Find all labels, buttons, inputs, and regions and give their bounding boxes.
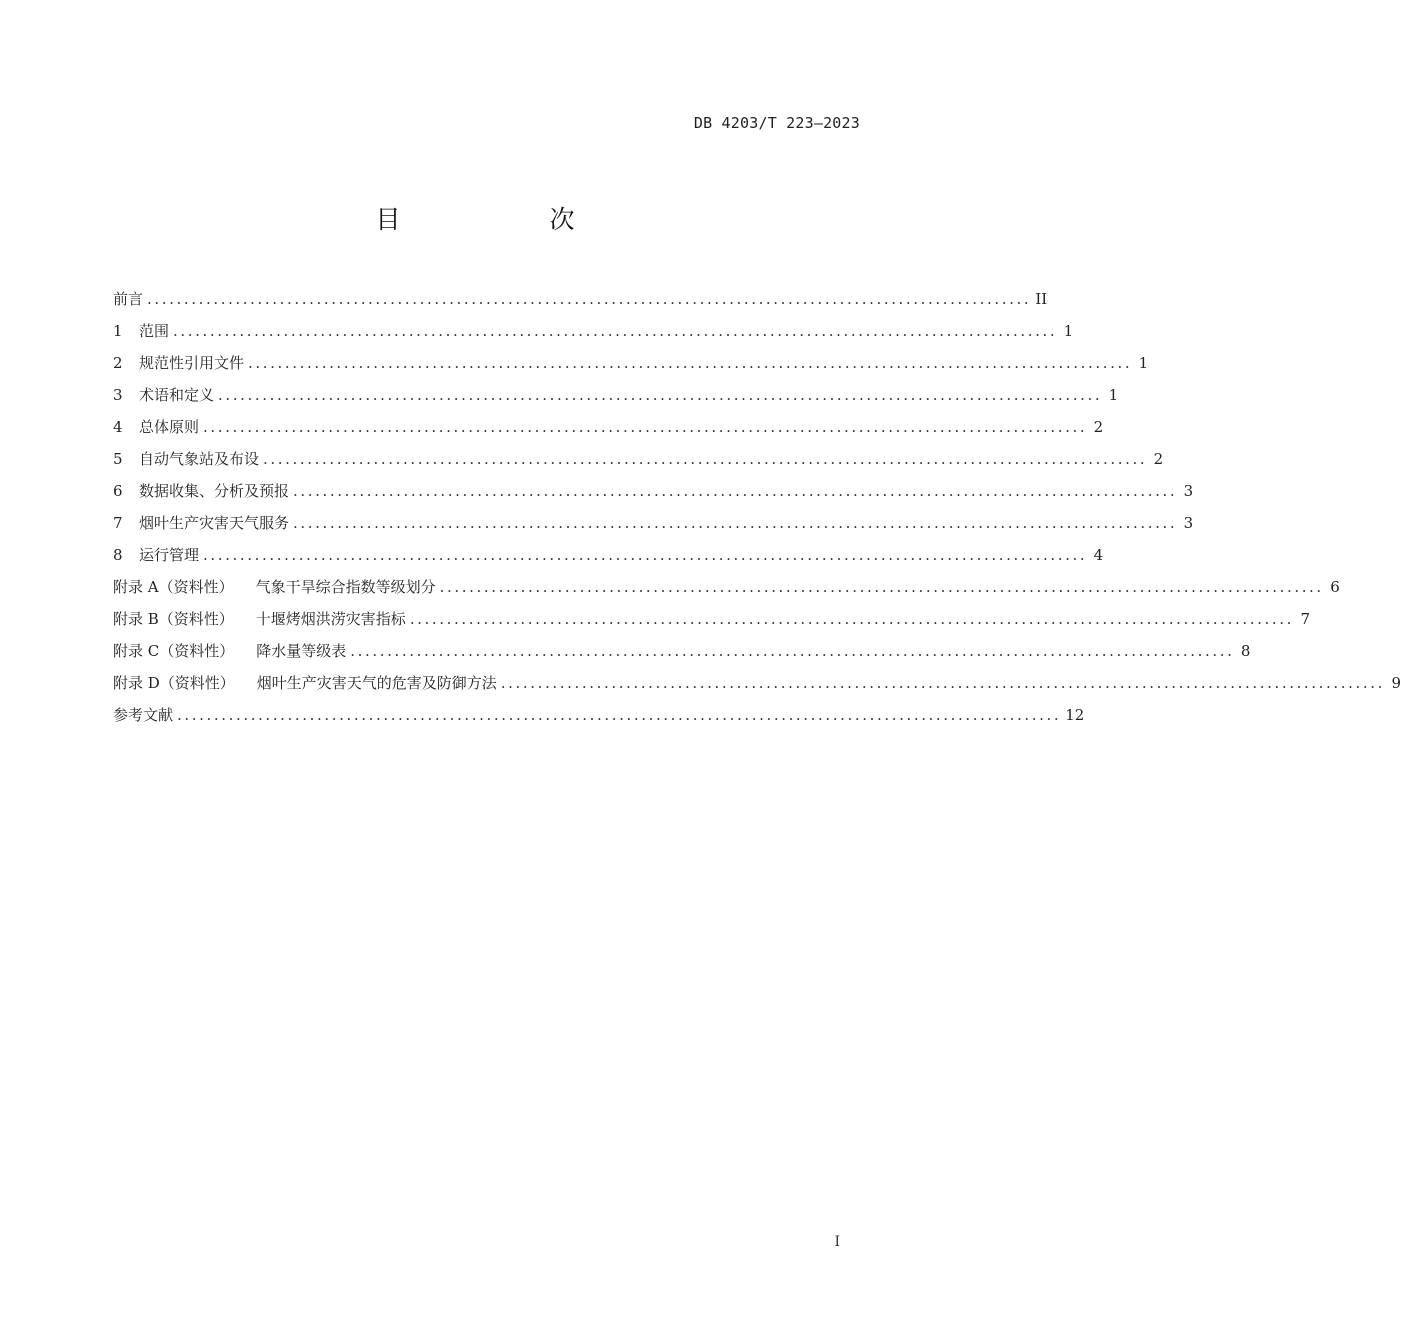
toc-leader-dots: ........................................................................................................................ <box>439 578 1324 596</box>
toc-entry-label: 气象干旱综合指数等级划分 <box>255 578 436 596</box>
toc-entry-page: 3 <box>1183 514 1194 532</box>
toc-leader-dots: ........................................................................................................................ <box>177 706 1062 724</box>
toc-entry-weather-stations[interactable] <box>113 443 1164 475</box>
toc-entry-page: 1 <box>1108 386 1119 404</box>
toc-appendix-prefix: 附录 D（资料性） <box>113 674 235 692</box>
toc-leader-dots: ........................................................................................................................ <box>173 322 1058 340</box>
toc-entry-normative-references[interactable] <box>113 347 1149 379</box>
toc-leader-dots: ........................................................................................................................ <box>203 418 1088 436</box>
toc-entry-page: 2 <box>1153 450 1164 468</box>
toc-entry-data-collection[interactable] <box>113 475 1194 507</box>
toc-entry-label: 范围 <box>139 322 170 340</box>
toc-leader-dots: ........................................................................................................................ <box>147 290 1032 308</box>
toc-leader-dots: ........................................................................................................................ <box>203 546 1088 564</box>
toc-entry-page: 7 <box>1300 610 1310 628</box>
toc-entry-scope[interactable] <box>113 315 1074 347</box>
toc-leader-dots: ........................................................................................................................ <box>218 386 1103 404</box>
toc-entry-appendix-a[interactable] <box>113 571 1340 603</box>
page-number: I <box>834 1234 840 1250</box>
toc-entry-number: 1 <box>113 322 123 340</box>
toc-leader-dots: ........................................................................................................................ <box>248 354 1133 372</box>
toc-entry-label: 烟叶生产灾害天气的危害及防御方法 <box>256 674 497 692</box>
toc-entry-label: 降水量等级表 <box>256 642 347 660</box>
toc-appendix-prefix: 附录 B（资料性） <box>113 610 234 628</box>
toc-leader-dots: ........................................................................................................................ <box>293 482 1178 500</box>
toc-entry-page: 3 <box>1183 482 1194 500</box>
document-code: DB 4203/T 223—2023 <box>693 114 860 132</box>
toc-entry-number: 5 <box>113 450 123 468</box>
toc-entry-page: 9 <box>1391 674 1401 692</box>
toc-entry-label: 术语和定义 <box>139 386 215 404</box>
toc-entry-disaster-service[interactable] <box>113 507 1194 539</box>
toc-entry-number: 8 <box>113 546 123 564</box>
toc-entry-foreword[interactable] <box>113 283 1048 315</box>
toc-entry-label: 规范性引用文件 <box>139 354 245 372</box>
toc-entry-appendix-c[interactable] <box>113 635 1251 667</box>
toc-entry-number: 2 <box>113 354 123 372</box>
page-title: 目 次 <box>375 205 637 234</box>
toc-entry-number: 6 <box>113 482 123 500</box>
toc-entry-appendix-d[interactable] <box>113 667 1401 699</box>
toc-entry-page: 12 <box>1065 706 1085 724</box>
toc-entry-label: 参考文献 <box>113 706 174 724</box>
toc-entry-label: 前言 <box>113 290 144 308</box>
toc-entry-number: 7 <box>113 514 123 532</box>
toc-entry-operation-management[interactable] <box>113 539 1104 571</box>
toc-entry-page: 4 <box>1093 546 1104 564</box>
toc-leader-dots: ........................................................................................................................ <box>263 450 1148 468</box>
toc-entry-label: 烟叶生产灾害天气服务 <box>139 514 290 532</box>
toc-leader-dots: ........................................................................................................................ <box>500 674 1385 692</box>
table-of-contents <box>113 283 1401 731</box>
toc-entry-number: 4 <box>113 418 123 436</box>
toc-entry-label: 自动气象站及布设 <box>139 450 260 468</box>
toc-entry-label: 数据收集、分析及预报 <box>139 482 290 500</box>
toc-entry-label: 十堰烤烟洪涝灾害指标 <box>255 610 406 628</box>
toc-entry-terms[interactable] <box>113 379 1119 411</box>
toc-leader-dots: ........................................................................................................................ <box>293 514 1178 532</box>
toc-entry-page: 8 <box>1240 642 1251 660</box>
toc-entry-page: 2 <box>1093 418 1104 436</box>
toc-appendix-prefix: 附录 A（资料性） <box>113 578 234 596</box>
toc-entry-page: 6 <box>1330 578 1340 596</box>
toc-entry-appendix-b[interactable] <box>113 603 1310 635</box>
toc-entry-label: 运行管理 <box>139 546 200 564</box>
toc-leader-dots: ........................................................................................................................ <box>409 610 1294 628</box>
toc-entry-bibliography[interactable] <box>113 699 1085 731</box>
toc-entry-general-principles[interactable] <box>113 411 1104 443</box>
toc-appendix-prefix: 附录 C（资料性） <box>113 642 235 660</box>
toc-leader-dots: ........................................................................................................................ <box>350 642 1235 660</box>
toc-entry-number: 3 <box>113 386 123 404</box>
toc-entry-label: 总体原则 <box>139 418 200 436</box>
toc-entry-page: II <box>1035 290 1048 308</box>
toc-entry-page: 1 <box>1138 354 1149 372</box>
toc-entry-page: 1 <box>1063 322 1074 340</box>
